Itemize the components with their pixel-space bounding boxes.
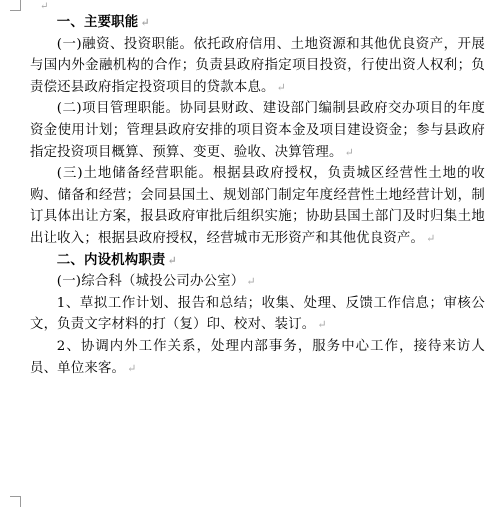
document-body [30,12,485,379]
paragraph-project-management: (二)项目管理职能。协同县财政、建设部门编制县政府交办项目的年度资金使用计划；管理县政府安排的项目资本金及项目建设资金；参与县政府指定投资项目概算、预算、变更、验收、决算管理。 ↵ [30,101,485,160]
paragraph-duty-1: 1、草拟工作计划、报告和总结；收集、处理、反馈工作信息；审核公文，负责文字材料的打（复）印、校对、装订。 ↵ [30,295,485,333]
page-corner-mark-top [10,0,21,11]
paragraph-land-reserve: (三)土地储备经营职能。根据县政府授权，负责城区经营性土地的收购、储备和经营；会同县国土、规划部门制定年度经营性土地经营计划，制订具体出让方案，报县政府审批后组织实施；协助县国土部门及时归集土地出让收入；根据县政府授权，经营城市无形资产和其他优良资产。 ↵ [30,166,485,246]
paragraph-general-office: (一)综合科（城投公司办公室） ↵ [56,274,256,290]
paragraph-financing-investment: (一)融资、投资职能。依托政府信用、土地资源和其他优良资产，开展与国内外金融机构的合作；负责县政府指定项目投资，行使出资人权利；负责偿还县政府指定投资项目的贷款本息。 ↵ [30,36,485,95]
section-heading-departments: 二、内设机构职责 ↵ [56,251,177,268]
section-heading-main-functions: 一、主要职能 ↵ [56,14,150,30]
paragraph-duty-2: 2、协调内外工作关系，处理内部事务，服务中心工作，接待来访人员、单位来客。 ↵ [30,338,485,376]
page-corner-mark-bottom [10,496,21,507]
paragraph-mark: ↵ [40,1,49,12]
